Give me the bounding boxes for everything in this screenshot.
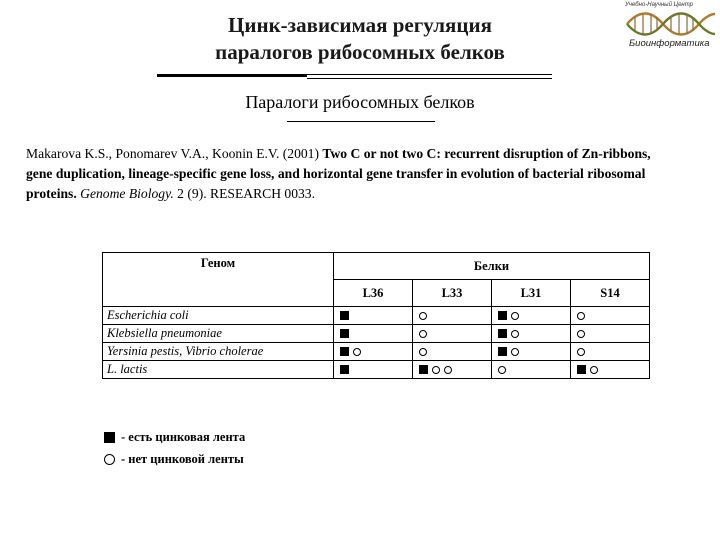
column-header: L36: [334, 280, 413, 307]
filled-square-icon: [340, 365, 349, 374]
open-circle-icon: [419, 348, 427, 356]
protein-cell: [334, 307, 413, 325]
citation: [26, 144, 666, 204]
legend-circle: [104, 452, 244, 467]
header-genome: Геном: [103, 253, 334, 307]
title-line-2: паралогов рибосомных белков: [215, 40, 505, 64]
title-line-1: Цинк-зависимая регуляция: [228, 13, 492, 37]
bioinformatics-logo: [615, 0, 720, 62]
table-row: [103, 361, 650, 379]
protein-cell: [334, 343, 413, 361]
filled-square-icon: [498, 347, 507, 356]
citation-details: 2 (9). RESEARCH 0033.: [177, 186, 316, 201]
protein-cell: [492, 361, 571, 379]
open-circle-icon: [419, 330, 427, 338]
legend-square: [104, 430, 245, 445]
filled-square-icon: [577, 365, 586, 374]
protein-cell: [334, 361, 413, 379]
section-subtitle: Паралоги рибосомных белков: [245, 92, 475, 112]
header-proteins: Белки: [334, 253, 650, 280]
protein-cell: [492, 325, 571, 343]
open-circle-icon: [432, 366, 440, 374]
protein-cell: [413, 343, 492, 361]
open-circle-icon: [444, 366, 452, 374]
slide-title: [150, 12, 570, 66]
protein-cell: [413, 361, 492, 379]
protein-cell: [571, 361, 650, 379]
open-circle-icon: [511, 312, 519, 320]
logo-bottom-text: Биоинформатика: [629, 38, 710, 49]
zinc-ribbon-table: [102, 252, 650, 379]
column-header: L31: [492, 280, 571, 307]
organism-name: Klebsiella pneumoniae: [103, 325, 334, 343]
filled-square-icon: [498, 329, 507, 338]
logo-top-text: Учебно-Научный Центр: [625, 2, 693, 8]
organism-name: L. lactis: [103, 361, 334, 379]
filled-square-icon: [340, 329, 349, 338]
filled-square-icon: [340, 311, 349, 320]
organism-name: Yersinia pestis, Vibrio cholerae: [103, 343, 334, 361]
open-circle-icon: [511, 330, 519, 338]
open-circle-icon: [353, 348, 361, 356]
organism-name: Escherichia coli: [103, 307, 334, 325]
protein-cell: [571, 343, 650, 361]
open-circle-icon: [577, 330, 585, 338]
table-row: [103, 325, 650, 343]
table-row: [103, 307, 650, 325]
protein-cell: [413, 325, 492, 343]
filled-square-icon: [419, 365, 428, 374]
protein-cell: [334, 325, 413, 343]
subtitle-underline: [287, 121, 435, 122]
title-underline-thick: [157, 74, 307, 77]
column-header: L33: [413, 280, 492, 307]
title-underline-lower: [307, 78, 552, 79]
open-circle-icon: [577, 348, 585, 356]
table-header-row: [103, 253, 650, 280]
protein-cell: [571, 307, 650, 325]
open-circle-icon: [590, 366, 598, 374]
protein-cell: [492, 307, 571, 325]
protein-cell: [413, 307, 492, 325]
open-circle-icon: [419, 312, 427, 320]
table-row: [103, 343, 650, 361]
column-header: S14: [571, 280, 650, 307]
open-circle-icon: [104, 454, 115, 465]
open-circle-icon: [577, 312, 585, 320]
legend-circle-label: - нет цинковой ленты: [121, 452, 244, 466]
filled-square-icon: [104, 432, 115, 443]
protein-cell: [571, 325, 650, 343]
citation-journal: Genome Biology.: [80, 186, 174, 201]
open-circle-icon: [498, 366, 506, 374]
filled-square-icon: [340, 347, 349, 356]
citation-authors: Makarova K.S., Ponomarev V.A., Koonin E.V. (2001): [26, 146, 320, 161]
open-circle-icon: [511, 348, 519, 356]
legend-square-label: - есть цинковая лента: [121, 430, 246, 444]
filled-square-icon: [498, 311, 507, 320]
citation-title: Two C or not two C: recurrent disruption of Zn-ribbons, gene duplication, lineage-specific gene loss, and horizontal gene transfer in evolution of bacterial ribosomal proteins.: [26, 146, 651, 201]
protein-cell: [492, 343, 571, 361]
